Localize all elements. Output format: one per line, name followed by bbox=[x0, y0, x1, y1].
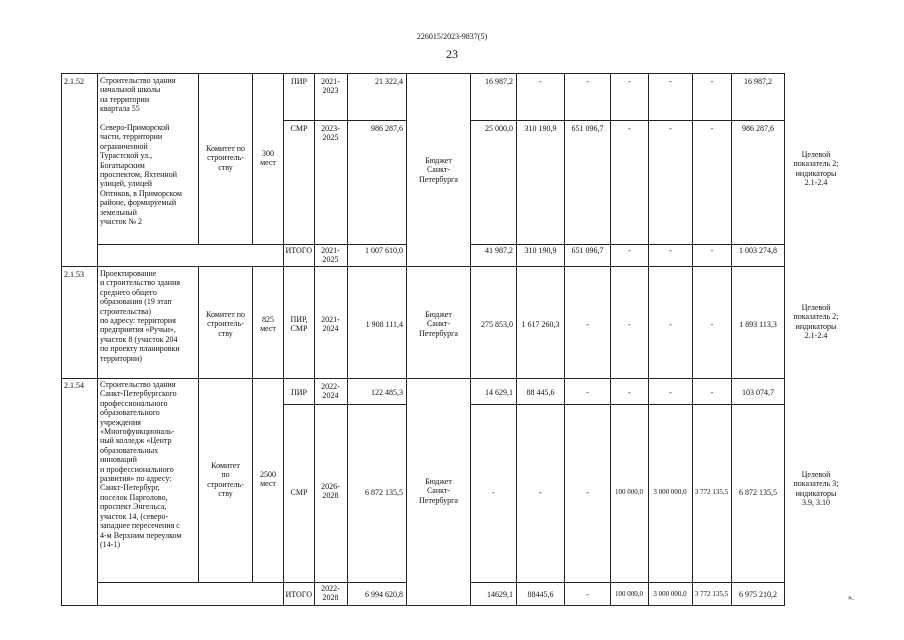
amount-4: - bbox=[628, 388, 631, 397]
total-amount: 986 287,6 bbox=[371, 124, 403, 133]
total-amount: 1 908 111,4 bbox=[365, 320, 403, 329]
stage: СМР bbox=[290, 488, 308, 497]
amount-5: - bbox=[669, 320, 672, 329]
itogo-label: ИТОГО bbox=[285, 590, 312, 599]
customer: Комитет по строитель- ству bbox=[207, 461, 244, 499]
stage: СМР bbox=[290, 124, 308, 133]
object-name: Строительство здания начальной школы на территории квартала 55 bbox=[100, 76, 176, 114]
object-name: Строительство здания Санкт-Петербургского профессионального образовательного учреждения «Многофункциональ- ный колледж «Центр образовательных инноваций и профессионального развития» по адресу: Санкт-Петербург, поселок Парголово, проспект Энгельса, участок 14, (северо- западнее пересечения с 4-м Верхним переулком (14-1) bbox=[100, 380, 182, 549]
amount-6: - bbox=[710, 124, 714, 133]
funding-source: Бюджет Санкт- Петербурга bbox=[419, 156, 458, 184]
years: 2022- 2028 bbox=[321, 584, 340, 603]
capacity: 825 мест bbox=[260, 315, 276, 334]
amount-5: - bbox=[669, 124, 672, 133]
closing-quote-mark: ». bbox=[848, 593, 854, 602]
years: 2022- 2024 bbox=[321, 382, 340, 401]
amount-3: 651 096,7 bbox=[571, 246, 604, 255]
amount-6: - bbox=[710, 320, 714, 329]
object-name-continued: Северо-Приморской части, территории ограниченной Турастской ул., Богатырским проспектом, Яхтенной улицей, улицей Оптиков, в Приморском районе, формируемый земельный участок № 2 bbox=[100, 123, 182, 227]
amount-5: - bbox=[669, 246, 672, 255]
row-code: 2.1.53 bbox=[64, 270, 84, 279]
amount-total: 16 987,2 bbox=[744, 77, 772, 86]
amount-4: - bbox=[628, 246, 631, 255]
amount-2: 88445,6 bbox=[527, 590, 554, 599]
amount-6: - bbox=[710, 77, 714, 86]
years: 2021- 2023 bbox=[321, 77, 340, 96]
amount-3: - bbox=[586, 388, 589, 397]
amount-total: 103 074,7 bbox=[742, 388, 774, 397]
amount-6: 3 772 135,5 bbox=[694, 488, 729, 496]
object-name: Проектирование и строительство здания среднего общего образования (19 этап строительства) по адресу: территория предприятия «Ручьи», участок 8 (участок 204 по проекту планировки территории) bbox=[100, 269, 181, 363]
amount-2: - bbox=[539, 488, 542, 497]
amount-4: 100 000,0 bbox=[615, 488, 643, 496]
amount-3: - bbox=[586, 590, 589, 599]
row-code: 2.1.54 bbox=[64, 381, 84, 390]
amount-total: 6 872 135,5 bbox=[739, 488, 777, 497]
funding-source: Бюджет Санкт- Петербурга bbox=[419, 310, 458, 338]
amount-6: - bbox=[710, 246, 714, 255]
amount-6: - bbox=[710, 388, 714, 397]
stage: ПИР bbox=[290, 77, 307, 86]
amount-total: 1 893 113,3 bbox=[739, 320, 777, 329]
amount-1: 275 853,0 bbox=[481, 320, 513, 329]
amount-1: 16 987,2 bbox=[485, 77, 513, 86]
amount-2: - bbox=[539, 77, 542, 86]
amount-1: 14629,1 bbox=[487, 590, 513, 599]
amount-5: 3 000 000,0 bbox=[653, 488, 687, 496]
amount-3: - bbox=[586, 320, 589, 329]
amount-1: 14 629,1 bbox=[485, 388, 513, 397]
funding-source: Бюджет Санкт- Петербурга bbox=[419, 477, 458, 505]
stage: ПИР, СМР bbox=[290, 315, 308, 334]
capacity: 300 мест bbox=[260, 149, 276, 168]
years: 2021- 2025 bbox=[321, 246, 340, 265]
years: 2023- 2025 bbox=[321, 124, 340, 143]
amount-4: - bbox=[628, 124, 631, 133]
target-indicator: Целевой показатель 3; индикаторы 3.9, 3.10 bbox=[793, 470, 839, 508]
customer: Комитет по строитель- ству bbox=[206, 310, 245, 338]
amount-2: 310 190,9 bbox=[524, 124, 557, 133]
amount-6: 3 772 135,5 bbox=[694, 590, 729, 598]
page-number: 23 bbox=[446, 47, 458, 61]
document-number: 226015/2023-9837(5) bbox=[416, 32, 488, 41]
amount-total: 6 975 210,2 bbox=[739, 590, 777, 599]
amount-5: 3 000 000,0 bbox=[653, 590, 687, 598]
amount-1: 25 000,0 bbox=[485, 124, 513, 133]
amount-5: - bbox=[669, 77, 672, 86]
years: 2021- 2024 bbox=[321, 315, 340, 334]
stage: ПИР bbox=[290, 388, 307, 397]
target-indicator: Целевой показатель 2; индикаторы 2.1-2.4 bbox=[793, 150, 839, 188]
amount-3: 651 096,7 bbox=[571, 124, 604, 133]
row-code: 2.1.52 bbox=[64, 77, 84, 86]
total-amount: 122 485,3 bbox=[371, 388, 403, 397]
amount-1: 41 987,2 bbox=[485, 246, 513, 255]
amount-3: - bbox=[586, 77, 589, 86]
total-amount: 6 872 135,5 bbox=[365, 488, 403, 497]
years: 2026- 2028 bbox=[321, 482, 340, 501]
target-indicator: Целевой показатель 2; индикаторы 2.1-2.4 bbox=[793, 303, 839, 341]
total-amount: 21 322,4 bbox=[375, 77, 403, 86]
itogo-label: ИТОГО bbox=[285, 246, 312, 255]
amount-total: 986 287,6 bbox=[742, 124, 774, 133]
amount-3: - bbox=[586, 488, 589, 497]
amount-4: - bbox=[628, 77, 631, 86]
amount-4: 100 000,0 bbox=[615, 590, 643, 598]
amount-1: - bbox=[492, 488, 495, 497]
customer: Комитет по строитель- ству bbox=[206, 144, 245, 172]
amount-4: - bbox=[628, 320, 631, 329]
amount-5: - bbox=[669, 388, 672, 397]
total-amount: 6 994 620,8 bbox=[365, 590, 403, 599]
amount-2: 310 190,9 bbox=[524, 246, 557, 255]
amount-2: 1 617 260,3 bbox=[521, 320, 560, 329]
amount-2: 88 445,6 bbox=[526, 388, 555, 397]
amount-total: 1 003 274,8 bbox=[739, 246, 777, 255]
capacity: 2500 мест bbox=[260, 470, 276, 489]
total-amount: 1 007 610,0 bbox=[365, 246, 403, 255]
